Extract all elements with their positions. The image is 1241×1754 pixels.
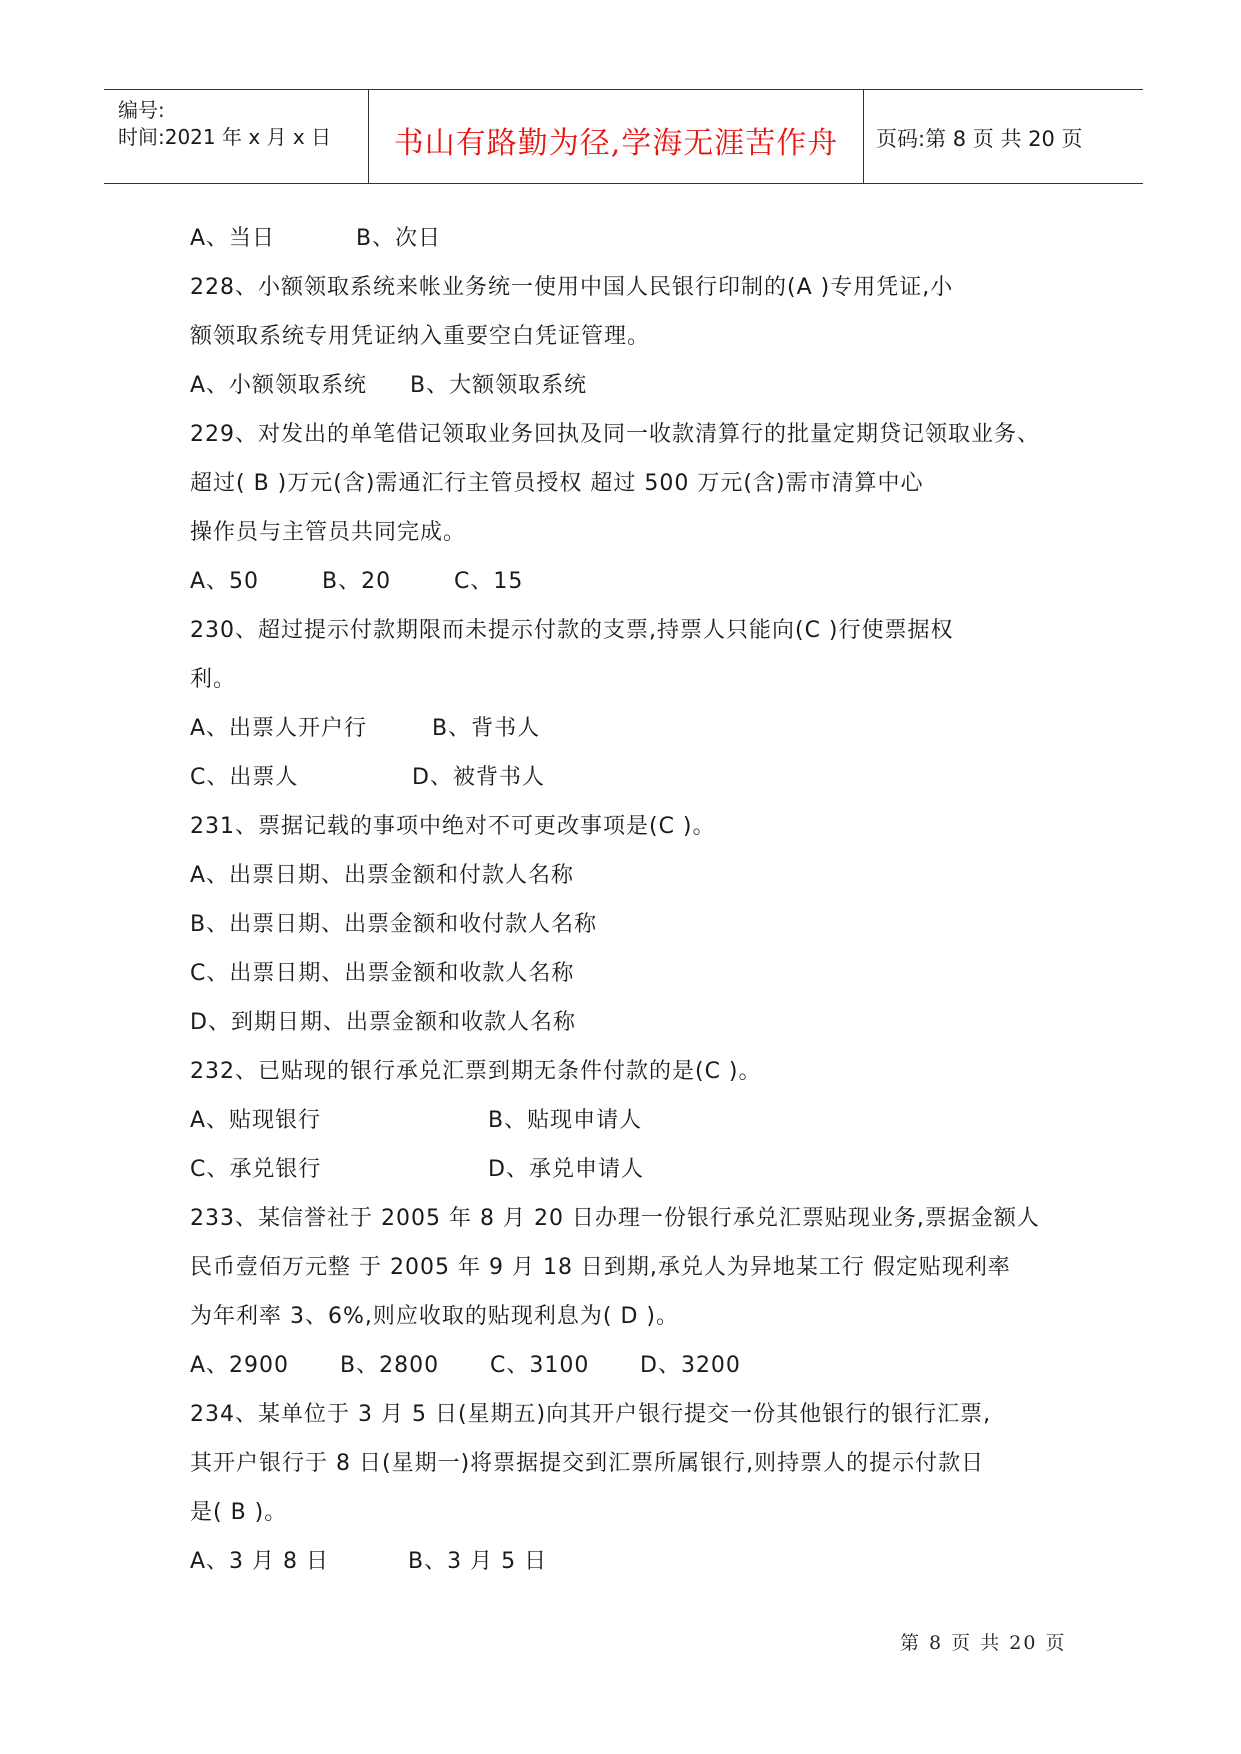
options-line — [190, 704, 1090, 753]
text-line: 是( B )。 — [190, 1500, 288, 1525]
page-info: 页码:第 8 页 共 20 页 — [876, 127, 1083, 151]
answer-option: C、3100 — [490, 1353, 590, 1378]
text-line: 超过( B )万元(含)需通汇行主管员授权 超过 500 万元(含)需市清算中心 — [190, 471, 924, 496]
options-line — [190, 1145, 1090, 1194]
text-line: 232、已贴现的银行承兑汇票到期无条件付款的是(C )。 — [190, 1059, 762, 1084]
text-line: 229、对发出的单笔借记领取业务回执及同一收款清算行的批量定期贷记领取业务、 — [190, 422, 1040, 447]
answer-option: D、承兑申请人 — [488, 1157, 644, 1182]
header-meta-cell — [104, 90, 369, 183]
options-line — [190, 557, 1090, 606]
page-header — [104, 89, 1143, 184]
text-line: 228、小额领取系统来帐业务统一使用中国人民银行印制的(A )专用凭证,小 — [190, 275, 954, 300]
options-line — [190, 1096, 1090, 1145]
answer-option: C、承兑银行 — [190, 1157, 322, 1182]
answer-option: B、20 — [322, 569, 392, 594]
options-line — [190, 361, 1090, 410]
page-footer: 第 8 页 共 20 页 — [900, 1632, 1067, 1654]
text-line: 230、超过提示付款期限而未提示付款的支票,持票人只能向(C )行使票据权 — [190, 618, 954, 643]
options-line — [190, 214, 1090, 263]
text-line: B、出票日期、出票金额和收付款人名称 — [190, 912, 598, 937]
answer-option: D、3200 — [640, 1353, 741, 1378]
answer-option: C、出票人 — [190, 765, 299, 790]
text-line: 233、某信誉社于 2005 年 8 月 20 日办理一份银行承兑汇票贴现业务,票据金额人 — [190, 1206, 1040, 1231]
answer-option: A、贴现银行 — [190, 1108, 322, 1133]
text-line: 234、某单位于 3 月 5 日(星期五)向其开户银行提交一份其他银行的银行汇票, — [190, 1402, 992, 1427]
number-label: 编号: — [118, 98, 165, 122]
answer-option: A、出票人开户行 — [190, 716, 368, 741]
header-page-cell — [864, 90, 1143, 183]
text-line: 为年利率 3、6%,则应收取的贴现利息为( D )。 — [190, 1304, 679, 1329]
answer-option: B、次日 — [356, 226, 442, 251]
text-line: D、到期日期、出票金额和收款人名称 — [190, 1010, 576, 1035]
text-line: C、出票日期、出票金额和收款人名称 — [190, 961, 575, 986]
answer-option: B、贴现申请人 — [488, 1108, 643, 1133]
text-line: 额领取系统专用凭证纳入重要空白凭证管理。 — [190, 324, 651, 349]
answer-option: B、3 月 5 日 — [408, 1549, 548, 1574]
answer-option: A、2900 — [190, 1353, 290, 1378]
text-line: 231、票据记载的事项中绝对不可更改事项是(C )。 — [190, 814, 716, 839]
text-line: 民币壹佰万元整 于 2005 年 9 月 18 日到期,承兑人为异地某工行 假定贴现利率 — [190, 1255, 1011, 1280]
text-line: 利。 — [190, 667, 237, 692]
answer-option: A、当日 — [190, 226, 276, 251]
answer-option: D、被背书人 — [412, 765, 545, 790]
time-label: 时间:2021 年 x 月 x 日 — [118, 125, 332, 149]
options-line — [190, 1341, 1090, 1390]
header-motto-cell — [369, 90, 864, 183]
text-line: 操作员与主管员共同完成。 — [190, 520, 467, 545]
answer-option: A、3 月 8 日 — [190, 1549, 330, 1574]
text-line: A、出票日期、出票金额和付款人名称 — [190, 863, 575, 888]
document-body — [190, 214, 1090, 1586]
answer-option: B、2800 — [340, 1353, 440, 1378]
answer-option: C、15 — [454, 569, 524, 594]
answer-option: B、背书人 — [432, 716, 541, 741]
text-line: 其开户银行于 8 日(星期一)将票据提交到汇票所属银行,则持票人的提示付款日 — [190, 1451, 985, 1476]
options-line — [190, 753, 1090, 802]
options-line — [190, 1537, 1090, 1586]
answer-option: A、小额领取系统 — [190, 373, 368, 398]
motto-text: 书山有路勤为径,学海无涯苦作舟 — [393, 126, 839, 161]
answer-option: B、大额领取系统 — [410, 373, 588, 398]
answer-option: A、50 — [190, 569, 260, 594]
